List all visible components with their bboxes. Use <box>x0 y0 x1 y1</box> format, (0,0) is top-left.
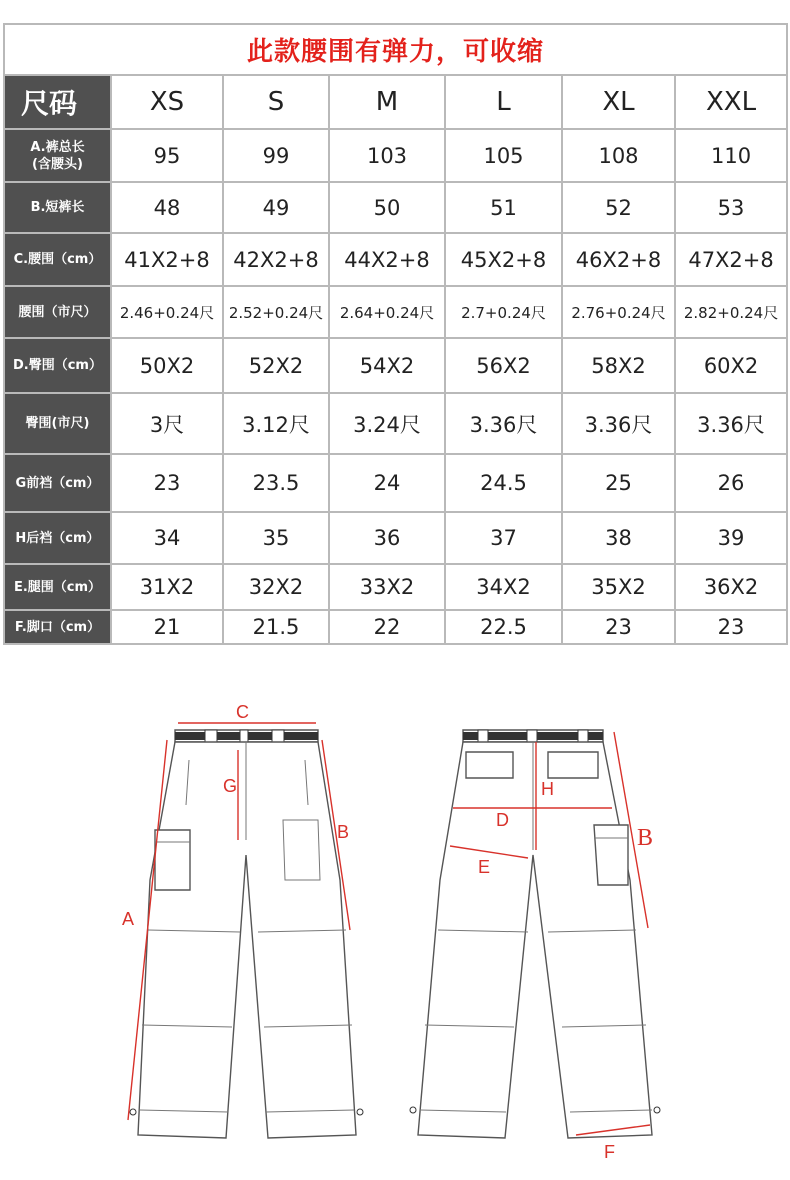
table-cell: 35 <box>223 512 329 564</box>
table-cell: 2.52+0.24尺 <box>223 286 329 338</box>
table-cell: 53 <box>675 182 787 233</box>
table-cell: 34X2 <box>445 564 562 610</box>
table-cell: 23 <box>111 454 223 512</box>
label-d: D <box>496 810 509 830</box>
table-row <box>4 393 787 454</box>
table-cell: 54X2 <box>329 338 445 393</box>
table-row <box>4 233 787 286</box>
table-cell: 36X2 <box>675 564 787 610</box>
table-cell: 32X2 <box>223 564 329 610</box>
table-cell: 50 <box>329 182 445 233</box>
table-cell: 2.46+0.24尺 <box>111 286 223 338</box>
table-cell: 41X2+8 <box>111 233 223 286</box>
row-label-line: A.裤总长 <box>30 139 85 155</box>
table-cell: 24.5 <box>445 454 562 512</box>
row-label-shorts-length: B.短裤长 <box>4 182 111 233</box>
label-b-back: B <box>637 825 654 851</box>
row-label-total-length <box>4 129 111 182</box>
table-cell: 3.36尺 <box>562 393 675 454</box>
label-b-front: B <box>337 822 350 842</box>
table-cell: 46X2+8 <box>562 233 675 286</box>
label-c: C <box>236 702 249 722</box>
table-cell: 3.36尺 <box>675 393 787 454</box>
back-toggle-icon <box>410 1107 416 1113</box>
table-cell: 58X2 <box>562 338 675 393</box>
size-l: L <box>445 75 562 129</box>
table-row <box>4 338 787 393</box>
label-g: G <box>223 776 238 796</box>
table-cell: 22.5 <box>445 610 562 644</box>
front-cargo-pocket <box>155 830 190 890</box>
measurement-diagram <box>0 680 790 1180</box>
table-cell: 110 <box>675 129 787 182</box>
row-label-line: (含腰头) <box>32 156 83 172</box>
table-cell: 38 <box>562 512 675 564</box>
table-row <box>4 454 787 512</box>
table-cell: 23 <box>675 610 787 644</box>
size-s: S <box>223 75 329 129</box>
table-cell: 21 <box>111 610 223 644</box>
table-cell: 45X2+8 <box>445 233 562 286</box>
back-cargo-pocket <box>594 825 628 885</box>
front-pants-drawing <box>130 730 363 1138</box>
table-cell: 48 <box>111 182 223 233</box>
table-cell: 35X2 <box>562 564 675 610</box>
table-row <box>4 286 787 338</box>
table-cell: 47X2+8 <box>675 233 787 286</box>
table-cell: 31X2 <box>111 564 223 610</box>
row-label-hip-chi: 臀围(市尺) <box>4 393 111 454</box>
table-cell: 60X2 <box>675 338 787 393</box>
table-cell: 2.7+0.24尺 <box>445 286 562 338</box>
chart-title: 此款腰围有弹力，可收缩 <box>4 24 787 75</box>
table-row <box>4 610 787 644</box>
table-cell: 34 <box>111 512 223 564</box>
table-cell: 105 <box>445 129 562 182</box>
row-label-hip-cm: D.臀围（cm） <box>4 338 111 393</box>
back-pants-drawing <box>410 730 660 1138</box>
table-cell: 39 <box>675 512 787 564</box>
front-toggle-icon <box>130 1109 136 1115</box>
table-cell: 3.12尺 <box>223 393 329 454</box>
pants-illustration <box>0 680 790 1180</box>
size-m: M <box>329 75 445 129</box>
table-cell: 23 <box>562 610 675 644</box>
table-row <box>4 512 787 564</box>
table-cell: 3.24尺 <box>329 393 445 454</box>
table-row <box>4 129 787 182</box>
table-row <box>4 564 787 610</box>
size-xxl: XXL <box>675 75 787 129</box>
label-h: H <box>541 779 554 799</box>
label-a: A <box>122 909 135 929</box>
back-pocket-right <box>548 752 598 778</box>
table-cell: 25 <box>562 454 675 512</box>
row-label-back-rise: H后裆（cm） <box>4 512 111 564</box>
row-label-thigh: E.腿围（cm） <box>4 564 111 610</box>
row-label-front-rise: G前裆（cm） <box>4 454 111 512</box>
table-cell: 52X2 <box>223 338 329 393</box>
row-label-leg-opening: F.脚口（cm） <box>4 610 111 644</box>
size-header-label: 尺码 <box>4 75 111 129</box>
table-cell: 108 <box>562 129 675 182</box>
table-cell: 23.5 <box>223 454 329 512</box>
back-pocket-left <box>466 752 513 778</box>
front-toggle-icon <box>357 1109 363 1115</box>
table-cell: 2.76+0.24尺 <box>562 286 675 338</box>
table-cell: 42X2+8 <box>223 233 329 286</box>
table-row <box>4 182 787 233</box>
back-toggle-icon <box>654 1107 660 1113</box>
table-cell: 36 <box>329 512 445 564</box>
table-cell: 24 <box>329 454 445 512</box>
label-e: E <box>478 857 491 877</box>
table-cell: 2.64+0.24尺 <box>329 286 445 338</box>
table-cell: 21.5 <box>223 610 329 644</box>
row-label-waist-cm: C.腰围（cm） <box>4 233 111 286</box>
table-cell: 3尺 <box>111 393 223 454</box>
table-cell: 103 <box>329 129 445 182</box>
back-pants-body <box>418 742 652 1138</box>
table-cell: 51 <box>445 182 562 233</box>
table-cell: 22 <box>329 610 445 644</box>
table-cell: 3.36尺 <box>445 393 562 454</box>
table-cell: 26 <box>675 454 787 512</box>
size-chart-table <box>3 23 788 645</box>
table-cell: 44X2+8 <box>329 233 445 286</box>
table-cell: 52 <box>562 182 675 233</box>
size-xl: XL <box>562 75 675 129</box>
table-cell: 56X2 <box>445 338 562 393</box>
table-cell: 99 <box>223 129 329 182</box>
front-pants-body <box>138 742 356 1138</box>
table-cell: 33X2 <box>329 564 445 610</box>
table-cell: 95 <box>111 129 223 182</box>
label-f: F <box>604 1142 615 1162</box>
table-cell: 37 <box>445 512 562 564</box>
table-cell: 2.82+0.24尺 <box>675 286 787 338</box>
table-cell: 49 <box>223 182 329 233</box>
row-label-waist-chi: 腰围（市尺） <box>4 286 111 338</box>
size-xs: XS <box>111 75 223 129</box>
table-cell: 50X2 <box>111 338 223 393</box>
